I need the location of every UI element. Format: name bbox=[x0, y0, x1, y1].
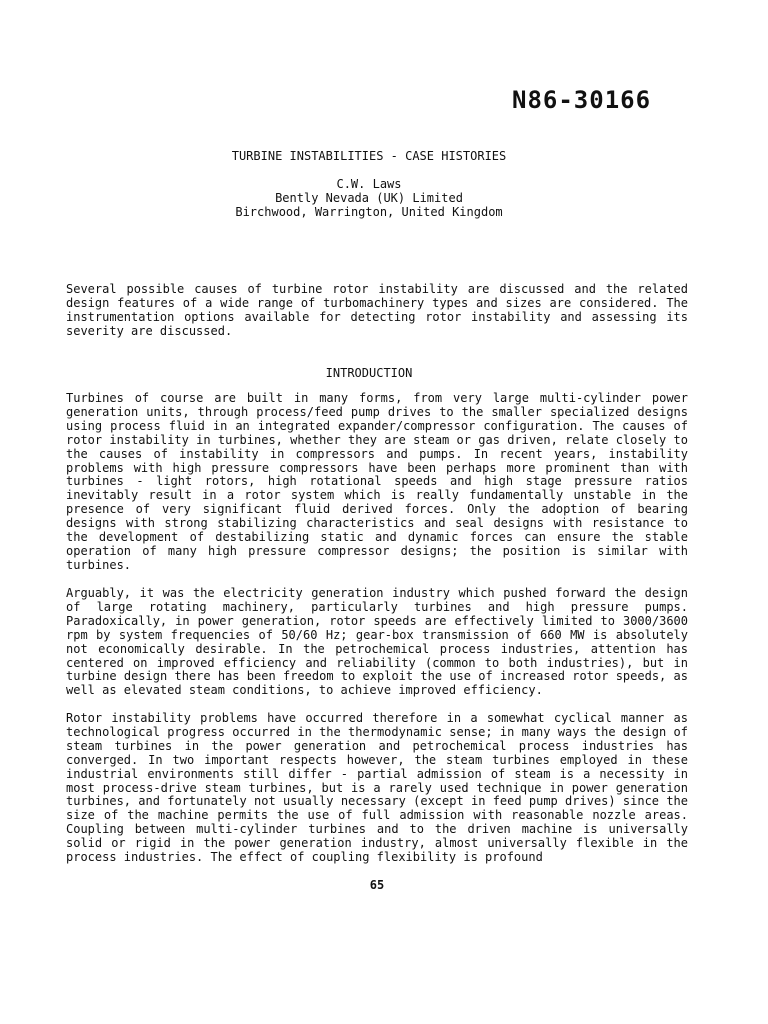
page-number: 65 bbox=[369, 878, 385, 892]
document-id: N86-30166 bbox=[512, 86, 652, 114]
body-paragraph-2: Arguably, it was the electricity generation industry which pushed forward the design of large rotating machinery, particularly turbines and high pressure pumps. Paradoxically, in power generation, rotor speeds are effectively limited to 3000/3600 rpm by system frequencies of 50/60 Hz; gear-box transmission of 660 MW is absolutely not economically desirable. In the petrochemical process industries, attention has centered on improved efficiency and reliability (common to both industries), but in turbine design there has been freedom to exploit the use of increased rotor speeds, as well as elevated steam conditions, to achieve improved efficiency. bbox=[66, 586, 688, 698]
author-location: Birchwood, Warrington, United Kingdom bbox=[235, 205, 503, 219]
paper-title: TURBINE INSTABILITIES - CASE HISTORIES bbox=[231, 149, 507, 163]
author-organization: Bently Nevada (UK) Limited bbox=[275, 191, 463, 205]
section-heading: INTRODUCTION bbox=[325, 366, 413, 380]
body-paragraph-3: Rotor instability problems have occurred therefore in a somewhat cyclical manner as technological progress occurred in the thermodynamic sense; in many ways the design of steam turbines in the power generation and petrochemical process industries has converged. In two important respects however, the steam turbines employed in these industrial environments still differ - partial admission of steam is a necessity in most process-drive steam turbines, but is a rarely used technique in power generation turbines, and fortunately not usually necessary (except in feed pump drives) since the size of the machine permits the use of full admission with reasonable nozzle areas. Coupling between multi-cylinder turbines and to the driven machine is universally solid or rigid in the power generation industry, almost universally flexible in the process industries. The effect of coupling flexibility is profound bbox=[66, 711, 688, 865]
abstract-paragraph: Several possible causes of turbine rotor instability are discussed and the related design features of a wide range of turbomachinery types and sizes are considered. The instrumentation options available for detecting rotor instability and assessing its severity are discussed. bbox=[66, 282, 688, 338]
body-paragraph-1: Turbines of course are built in many forms, from very large multi-cylinder power generation units, through process/feed pump drives to the smaller specialized designs using process fluid in an integrated expander/compressor configuration. The causes of rotor instability in turbines, whether they are steam or gas driven, relate closely to the causes of instability in compressors and pumps. In recent years, instability problems with high pressure compressors have been perhaps more prominent than with turbines - light rotors, high rotational speeds and high stage pressure ratios inevitably result in a rotor system which is really fundamentally unstable in the presence of very significant fluid derived forces. Only the adoption of bearing designs with strong stabilizing characteristics and seal designs with resistance to the development of destabilizing static and dynamic forces can ensure the stable operation of many high pressure compressor designs; the position is similar with turbines. bbox=[66, 391, 688, 572]
author-name: C.W. Laws bbox=[336, 177, 402, 191]
